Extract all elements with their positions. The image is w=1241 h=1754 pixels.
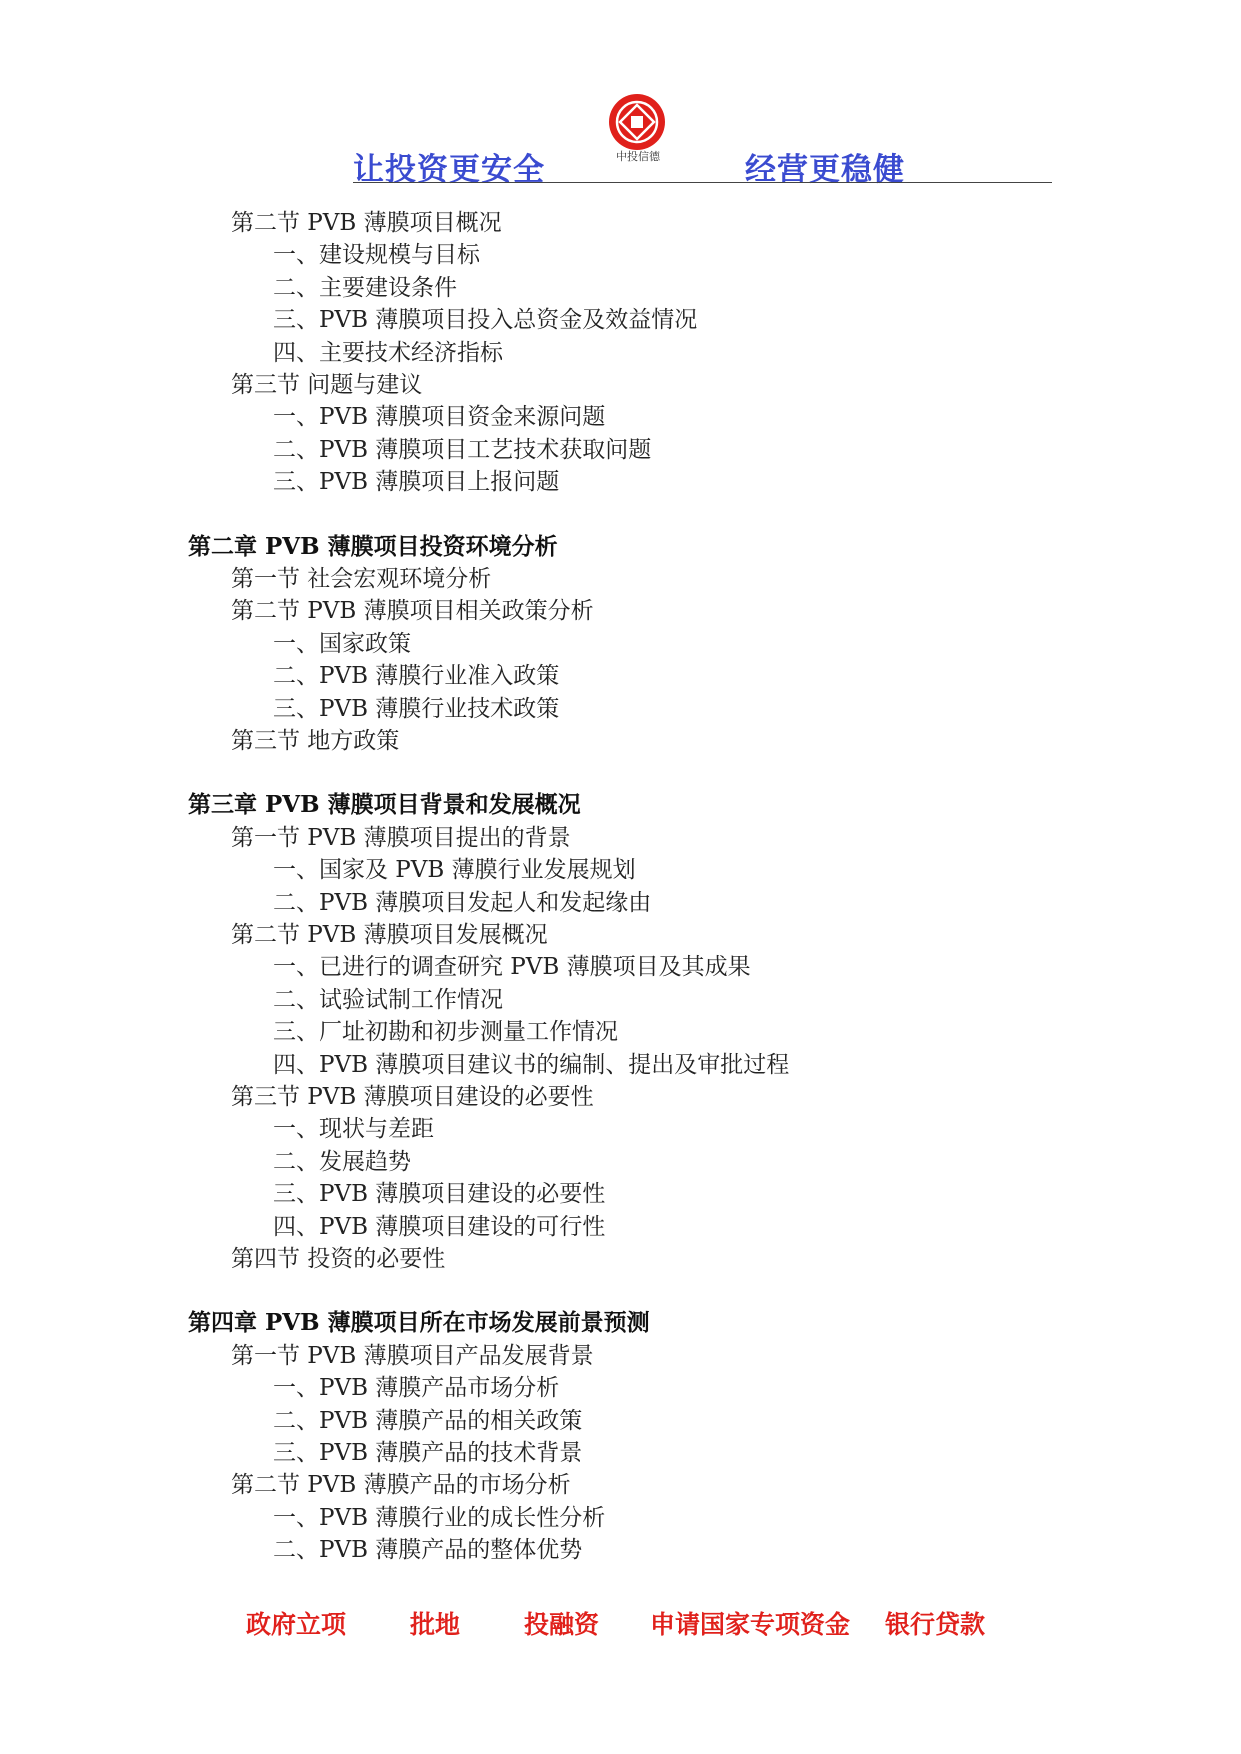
toc-section: 第二节 PVB 薄膜项目概况	[231, 210, 502, 236]
header-slogan-right: 经营更稳健	[745, 152, 905, 188]
toc-item: 二、PVB 薄膜项目发起人和发起缘由	[273, 889, 652, 916]
toc-item: 二、PVB 薄膜项目工艺技术获取问题	[273, 436, 652, 463]
header-divider	[353, 182, 1052, 183]
toc-item: 一、现状与差距	[273, 1116, 434, 1143]
toc-item: 三、PVB 薄膜项目上报问题	[273, 469, 560, 496]
footer-link-bank-loan[interactable]: 银行贷款	[885, 1610, 986, 1639]
toc-item: 三、PVB 薄膜项目建设的必要性	[273, 1181, 606, 1208]
toc-item: 二、发展趋势	[273, 1148, 411, 1175]
toc-section: 第一节 社会宏观环境分析	[231, 566, 492, 592]
toc-chapter: 第二章 PVB 薄膜项目投资环境分析	[188, 532, 558, 560]
toc-item: 三、PVB 薄膜项目投入总资金及效益情况	[273, 307, 698, 334]
toc-item: 一、PVB 薄膜项目资金来源问题	[273, 404, 606, 431]
toc-item: 一、国家及 PVB 薄膜行业发展规划	[273, 857, 636, 884]
page-footer	[0, 1605, 1241, 1645]
footer-link-land-approval[interactable]: 批地	[410, 1610, 461, 1639]
toc-section: 第三节 PVB 薄膜项目建设的必要性	[231, 1084, 594, 1110]
toc-section: 第二节 PVB 薄膜项目发展概况	[231, 922, 548, 948]
toc-section: 第四节 投资的必要性	[231, 1246, 446, 1272]
toc-item: 四、PVB 薄膜项目建议书的编制、提出及审批过程	[273, 1051, 790, 1078]
toc-item: 三、PVB 薄膜行业技术政策	[273, 695, 560, 722]
toc-item: 二、PVB 薄膜产品的整体优势	[273, 1537, 583, 1564]
toc-item: 二、PVB 薄膜产品的相关政策	[273, 1407, 583, 1434]
header-slogan-left: 让投资更安全	[353, 152, 545, 188]
toc-item: 二、试验试制工作情况	[273, 986, 503, 1013]
toc-section: 第二节 PVB 薄膜项目相关政策分析	[231, 598, 594, 625]
toc-chapter: 第四章 PVB 薄膜项目所在市场发展前景预测	[188, 1309, 650, 1337]
toc-section: 第三节 问题与建议	[231, 372, 423, 398]
toc-section: 第一节 PVB 薄膜项目产品发展背景	[231, 1342, 594, 1369]
footer-link-project-approval[interactable]: 政府立项	[246, 1610, 347, 1639]
page-header	[0, 0, 1241, 190]
footer-link-special-funds[interactable]: 申请国家专项资金	[650, 1610, 851, 1639]
toc-item: 一、建设规模与目标	[273, 242, 480, 269]
toc-section: 第三节 地方政策	[231, 728, 400, 754]
toc-item: 二、主要建设条件	[273, 274, 457, 301]
toc-item: 一、PVB 薄膜产品市场分析	[273, 1375, 560, 1402]
footer-link-financing[interactable]: 投融资	[524, 1610, 600, 1639]
toc-item: 三、厂址初勘和初步测量工作情况	[273, 1019, 618, 1046]
toc-item: 一、国家政策	[273, 630, 411, 657]
toc-section: 第二节 PVB 薄膜产品的市场分析	[231, 1472, 571, 1499]
company-logo-icon	[607, 92, 667, 152]
toc-item: 一、PVB 薄膜行业的成长性分析	[273, 1504, 606, 1531]
toc-item: 二、PVB 薄膜行业准入政策	[273, 663, 560, 690]
toc-item: 三、PVB 薄膜产品的技术背景	[273, 1440, 583, 1466]
toc-item: 四、主要技术经济指标	[273, 339, 503, 366]
toc-chapter: 第三章 PVB 薄膜项目背景和发展概况	[188, 791, 581, 819]
toc-item: 一、已进行的调查研究 PVB 薄膜项目及其成果	[273, 954, 751, 981]
toc-item: 四、PVB 薄膜项目建设的可行性	[273, 1213, 606, 1240]
toc-section: 第一节 PVB 薄膜项目提出的背景	[231, 824, 571, 851]
logo-caption: 中投信德	[616, 150, 660, 163]
